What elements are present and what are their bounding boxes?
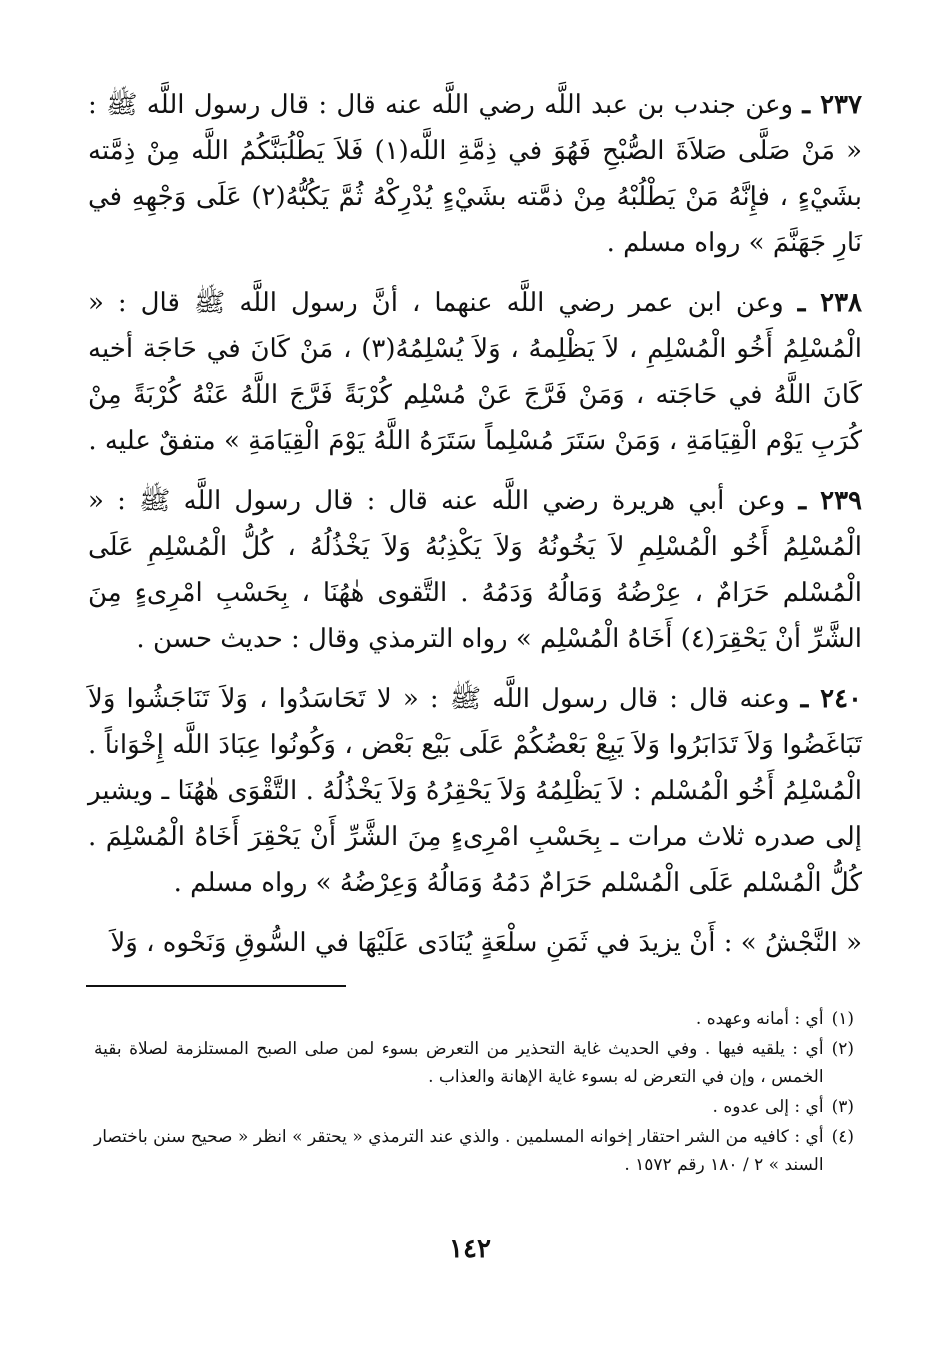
- hadith-text: وعنه قال : قال رسول اللَّه ﷺ : « لا تَحَاسَدُوا ، وَلاَ تَنَاجَشُوا وَلاَ تَبَاغَضُوا وَلاَ تَدَابَرُوا وَلاَ يَبِعْ بَعْضُكُمْ عَلَى بَيْع بَعْض ، وَكُونُوا عِبَادَ اللَّه إِخْوَاناً . الْمُسْلِمُ أَخُو الْمُسْلم : لاَ يَظْلِمُهُ وَلاَ يَحْقِرُهُ وَلاَ يَخْذُلُهُ . التَّقْوَى هٰهُنَا ـ ويشير إلى صدره ثلاث مرات ـ بِحَسْبِ امْرِىءٍ مِنَ الشَّرِّ أَنْ يَحْقِرَ أَخَاهُ الْمُسْلِمَ . كُلُّ الْمُسْلم عَلَى الْمُسْلم حَرَامٌ دَمُهُ وَمَالُهُ وَعِرْضُهُ » رواه مسلم .: [88, 684, 862, 898]
- hadith-240: [88, 676, 862, 906]
- hadith-number: ٢٣٩ ـ: [798, 486, 863, 516]
- footnote-2: [94, 1035, 854, 1091]
- footnote-4: [94, 1123, 854, 1179]
- footnote-text: أي : كافيه من الشر احتقار إخوانه المسلمين . والذي عند الترمذي « يحتقر » انظر « صحيح سنن باختصار السند » ٢ / ١٨٠ رقم ١٥٧٢ .: [94, 1127, 824, 1175]
- page-body: [88, 82, 862, 980]
- footnote-number: (٤): [831, 1127, 854, 1147]
- footnote-number: (٣): [831, 1097, 854, 1117]
- hadith-238: [88, 280, 862, 464]
- footnote-separator: [86, 985, 346, 987]
- hadith-text: وعن أبي هريرة رضي اللَّه عنه قال : قال رسول اللَّه ﷺ : « الْمُسْلِمُ أَخُو الْمُسْلِمِ لاَ يَخُونُهُ وَلاَ يَكْذِبُهُ وَلاَ يَخْذُلُهُ ، كُلُّ الْمُسْلِمِ عَلَى الْمُسْلم حَرَامٌ ، عِرْضُهُ وَمَالُهُ وَدَمُهُ . التَّقوى هٰهُنَا ، بِحَسْبِ امْرِىءٍ مِنَ الشَّرِّ أنْ يَحْقِرَ(٤) أَخَاهُ الْمُسْلِم » رواه الترمذي وقال : حديث حسن .: [88, 486, 862, 654]
- footnote-number: (٢): [831, 1039, 854, 1059]
- footnote-number: (١): [831, 1009, 854, 1029]
- hadith-number: ٢٤٠ ـ: [800, 684, 863, 714]
- footnote-text: أي : إلى عدوه .: [712, 1097, 824, 1117]
- footnotes: [94, 1005, 854, 1181]
- hadith-number: ٢٣٨ ـ: [797, 288, 863, 318]
- hadith-text: وعن جندب بن عبد اللَّه رضي اللَّه عنه قال : قال رسول اللَّه ﷺ : « مَنْ صَلَّى صَلاَةَ الصُّبْحِ فَهُوَ في ذِمَّةِ اللَّه(١) فَلاَ يَطْلُبَنَّكُمُ اللَّه مِنْ ذِمَّته بشَيْءٍ ، فإِنَّهُ مَنْ يَطْلُبْهُ مِنْ ذمَّته بشَيْءٍ يُدْرِكْهُ ثُمَّ يَكُبُّهُ(٢) عَلَى وَجْهِهِ في نَارِ جَهَنَّمَ » رواه مسلم .: [88, 90, 862, 258]
- page-number: ١٤٢: [449, 1234, 491, 1264]
- footnote-text: أي : يلقيه فيها . وفي الحديث غاية التحذير من التعرض بسوء لمن صلى الصبح المستلزمة لصلاة بقية الخمس ، وإن في التعرض له بسوء غاية الإهانة والعذاب .: [94, 1039, 824, 1087]
- hadith-239: [88, 478, 862, 662]
- hadith-237: [88, 82, 862, 266]
- footnote-text: أي : أمانه وعهده .: [695, 1009, 824, 1029]
- hadith-number: ٢٣٧ ـ: [802, 90, 862, 120]
- footnote-3: [94, 1093, 854, 1121]
- hadith-text: وعن ابن عمر رضي اللَّه عنهما ، أنَّ رسول اللَّه ﷺ قال : « الْمُسْلِمُ أَخُو الْمُسْلِمِ ، لاَ يَظْلِمهُ ، وَلاَ يُسْلِمُهُ(٣) ، مَنْ كَانَ في حَاجَة أخيه كَانَ اللَّهُ في حَاجَته ، وَمَنْ فَرَّجَ عَنْ مُسْلِم كُرْبَةً فَرَّجَ اللَّهُ عَنْهُ كُرْبَةً مِنْ كُرَبِ يَوْم الْقِيَامَةِ ، وَمَنْ سَتَرَ مُسْلِماً سَتَرَهُ اللَّهُ يَوْمَ الْقِيَامَةِ » متفقٌ عليه .: [88, 288, 863, 456]
- continuation-text: « النَّجْشُ » : أَنْ يزيدَ في ثَمَنِ سلْعَةٍ يُنَادَى عَلَيْهَا في السُّوقِ وَنَحْوه ، وَلاَ: [110, 928, 862, 958]
- footnote-1: [94, 1005, 854, 1033]
